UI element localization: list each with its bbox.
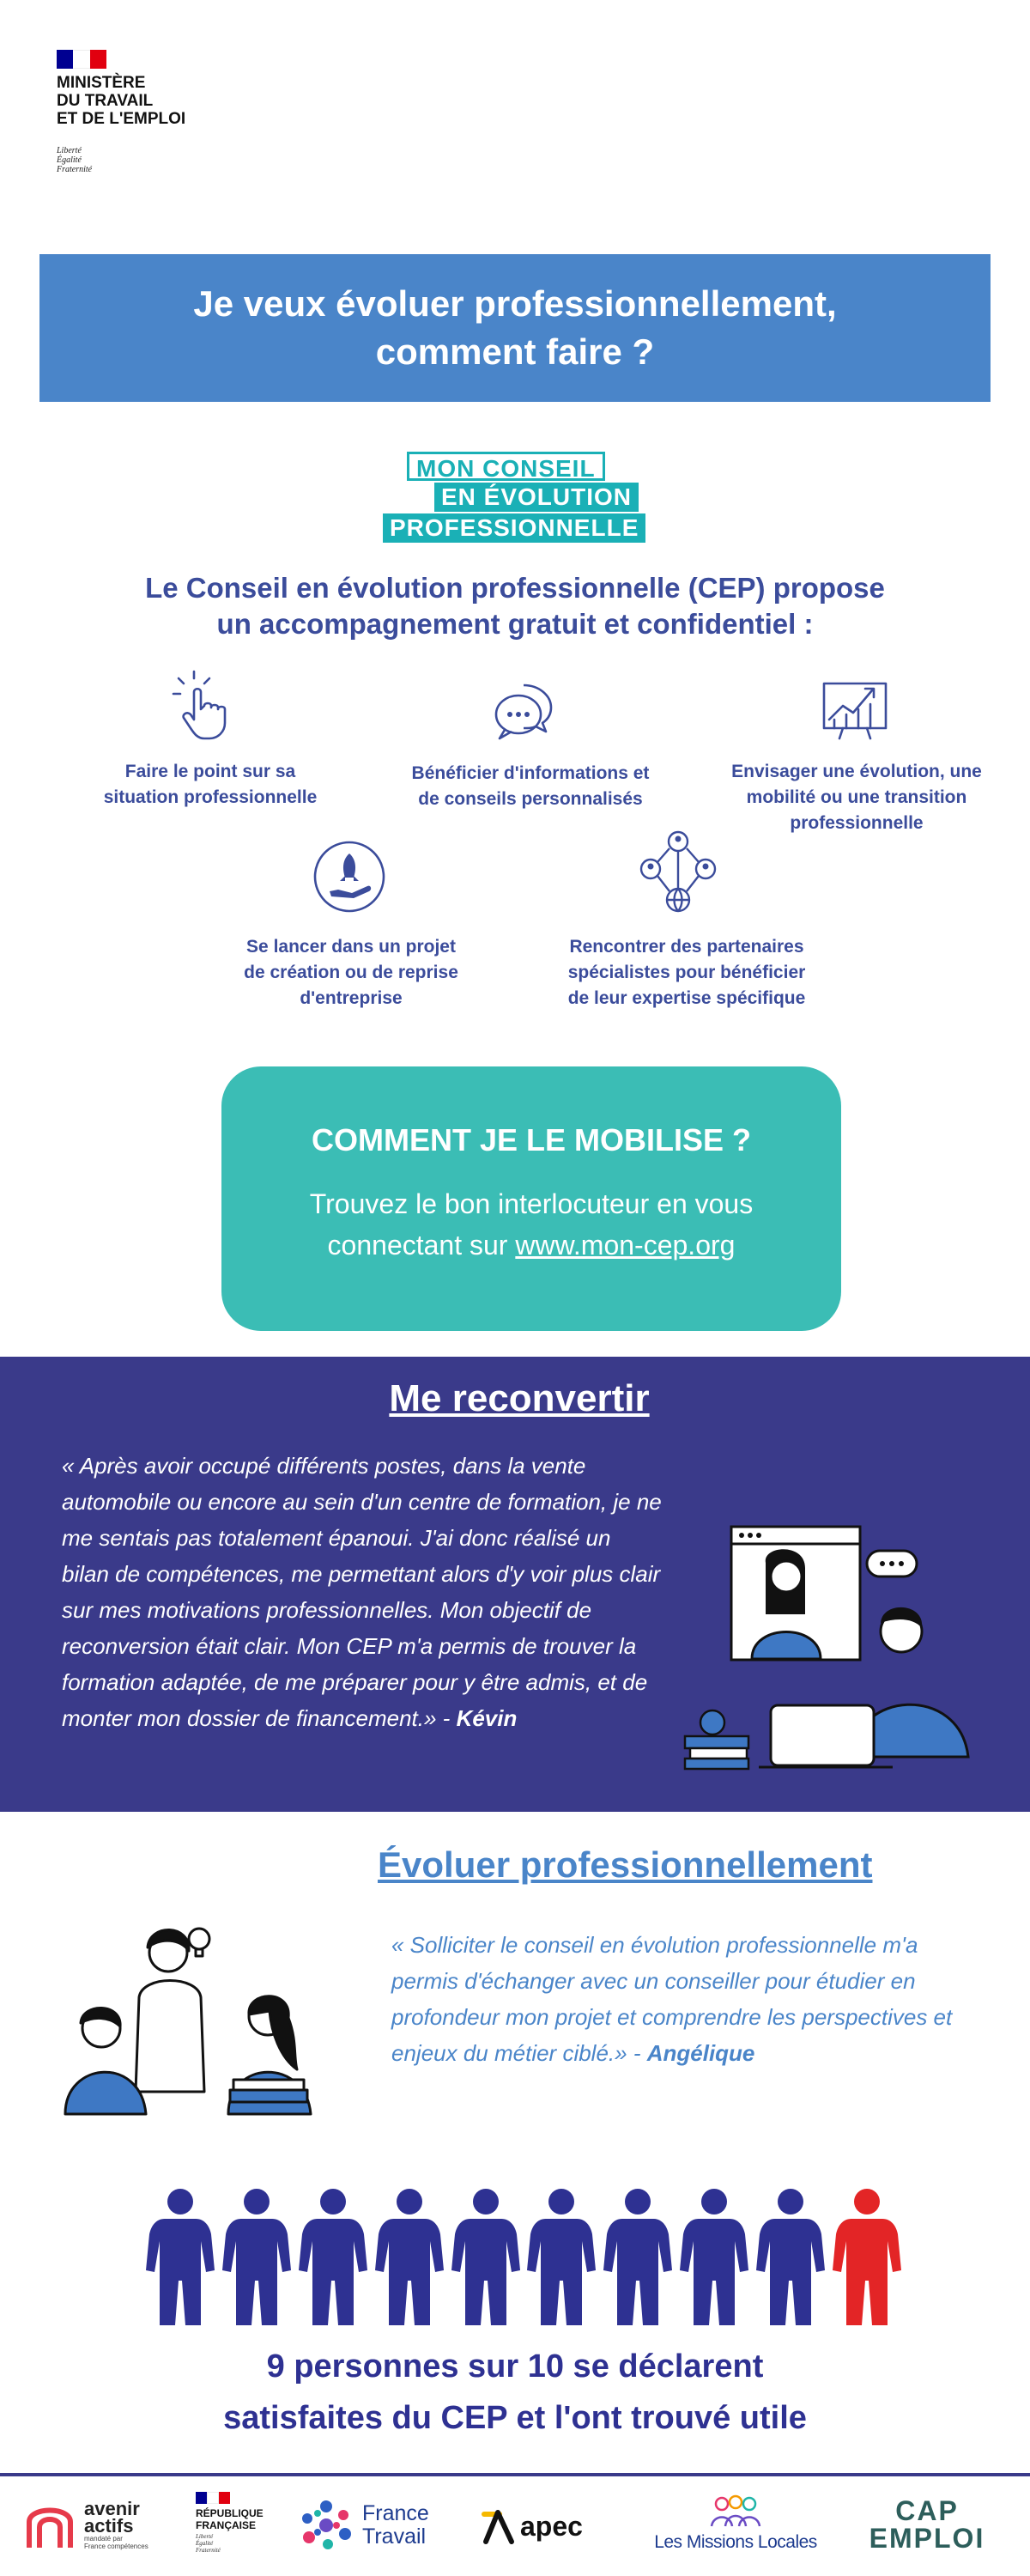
evoluer-quote — [391, 1927, 975, 2071]
feature-3-line-3: professionnelle — [790, 813, 924, 833]
partner-missions-locales — [645, 2494, 826, 2559]
partner-cap-emploi — [850, 2497, 1004, 2557]
feature-4-line-2: de création ou de reprise — [244, 963, 458, 982]
people-row — [146, 2188, 901, 2325]
reconvertir-title: Me reconvertir — [389, 1377, 650, 1419]
feature-label-1 — [69, 759, 352, 811]
cap-emploi-cap: CAP — [895, 2495, 959, 2526]
republique-motto — [196, 2533, 290, 2554]
cep-intro-line-1: Le Conseil en évolution professionnelle (CEP) propose — [145, 572, 885, 604]
missions-locales-logo-icon — [701, 2494, 770, 2528]
person-icon — [222, 2188, 291, 2325]
avenir-sub-1: mandaté par — [84, 2535, 123, 2543]
cep-logo-row-1: MON CONSEIL — [407, 452, 605, 481]
reconvertir-quote-text: « Après avoir occupé différents postes, dans la vente automobile ou encore au sein d'un centre de formation, je ne me sentais pas totalement épanoui. J'ai donc réalisé un bilan de compétences, me permettant alors d'y voir plus clair sur mes motivations professionnelles. Mon objectif de reconversion était clair. Mon CEP m'a permis de trouver la formation adaptée, de me préparer pour y être admis, et de monter mon dossier de financement.» - — [62, 1453, 662, 1731]
ministry-line-3: ET DE L'EMPLOI — [57, 110, 186, 128]
statistic-line-2: satisfaites du CEP et l'ont trouvé utile — [223, 2400, 807, 2436]
person-icon — [146, 2188, 215, 2325]
cep-logo-row-3: PROFESSIONNELLE — [383, 513, 645, 543]
feature-1-line-2: situation professionnelle — [103, 787, 318, 807]
feature-2-line-1: Bénéficier d'informations et — [411, 763, 650, 783]
ministry-line-1: MINISTÈRE — [57, 74, 146, 92]
cep-intro — [86, 570, 944, 642]
person-icon — [603, 2188, 672, 2325]
republique-flag-icon — [196, 2492, 230, 2504]
feature-1-line-1: Faire le point sur sa — [124, 762, 296, 781]
hand-pointer-icon — [168, 666, 245, 744]
feature-4-line-1: Se lancer dans un projet — [246, 937, 456, 957]
feature-4-line-3: d'entreprise — [300, 988, 403, 1008]
reconvertir-quote — [62, 1448, 663, 1736]
person-icon — [299, 2188, 367, 2325]
cep-logo — [383, 450, 675, 546]
person-icon — [833, 2188, 901, 2325]
feature-label-3 — [702, 759, 1011, 836]
motto-fraternite: Fraternité — [57, 165, 93, 174]
cap-emploi-emploi: EMPLOI — [869, 2523, 985, 2554]
partner-avenir-actifs — [22, 2495, 148, 2555]
apec-name: apec — [520, 2510, 583, 2542]
motto-egalite: Égalité — [57, 155, 82, 165]
france-travail-line-2: Travail — [362, 2524, 427, 2549]
team-discussion-illustration — [39, 1911, 366, 2117]
ministry-line-2: DU TRAVAIL — [57, 92, 154, 110]
avenir-name-2: actifs — [84, 2515, 134, 2537]
page-title — [129, 280, 901, 376]
feature-5-line-1: Rencontrer des partenaires — [569, 937, 804, 957]
mobilise-text-line-2: connectant sur — [327, 1230, 516, 1261]
feature-label-5 — [532, 934, 841, 1012]
mon-cep-link[interactable]: www.mon-cep.org — [515, 1230, 736, 1261]
statistic-line-1: 9 personnes sur 10 se déclarent — [266, 2348, 764, 2385]
france-travail-text — [362, 2502, 429, 2549]
republic-motto — [57, 146, 92, 174]
network-people-icon — [635, 829, 721, 915]
evoluer-quote-text: « Solliciter le conseil en évolution professionnelle m'a permis d'échanger avec un conseiller pour étudier en profondeur mon projet et comprendre les perspectives et enjeux du métier ciblé.» - — [391, 1932, 953, 2066]
france-travail-logo-icon — [295, 2494, 357, 2556]
feature-3-line-1: Envisager une évolution, une — [731, 762, 982, 781]
mobilise-text — [221, 1183, 841, 1266]
feature-label-4 — [209, 934, 493, 1012]
feature-5-line-2: spécialistes pour bénéficier — [567, 963, 806, 982]
republique-motto-1: Liberté — [196, 2533, 214, 2540]
cep-logo-row-2: EN ÉVOLUTION — [434, 483, 639, 512]
mobilise-text-line-1: Trouvez le bon interlocuteur en vous — [309, 1188, 754, 1219]
mobilise-box — [221, 1066, 841, 1331]
avenir-actifs-text — [84, 2500, 148, 2550]
page-title-line-1: Je veux évoluer professionnellement, — [193, 283, 837, 324]
avenir-actifs-logo-icon — [22, 2498, 77, 2553]
ministry-name — [57, 74, 263, 128]
evoluer-author: Angélique — [646, 2040, 755, 2066]
avenir-sub-2: France compétences — [84, 2543, 148, 2550]
feature-2-line-2: de conseils personnalisés — [418, 789, 643, 809]
avenir-name-1: avenir — [84, 2498, 140, 2519]
cap-emploi-line-1 — [850, 2497, 1004, 2524]
title-banner — [39, 254, 991, 402]
missions-locales-name: Les Missions Locales — [654, 2532, 817, 2552]
cep-intro-line-2: un accompagnement gratuit et confidentiel : — [216, 608, 814, 640]
person-icon — [680, 2188, 748, 2325]
mobilise-title: COMMENT JE LE MOBILISE ? — [311, 1122, 751, 1157]
reconvertir-author: Kévin — [456, 1705, 518, 1731]
person-icon — [375, 2188, 444, 2325]
evoluer-title: Évoluer professionnellement — [378, 1844, 873, 1885]
partner-france-travail — [295, 2494, 429, 2557]
footer-divider — [0, 2473, 1030, 2476]
page-title-line-2: comment faire ? — [375, 331, 655, 372]
person-icon — [451, 2188, 520, 2325]
person-icon — [756, 2188, 825, 2325]
motto-liberte: Liberté — [57, 146, 82, 155]
satisfaction-statistic — [86, 2341, 944, 2444]
republique-motto-3: Fraternité — [196, 2547, 221, 2554]
feature-3-line-2: mobilité ou une transition — [746, 787, 967, 807]
france-travail-line-1: France — [362, 2501, 429, 2525]
french-flag-icon — [57, 50, 106, 69]
reconvertir-section — [0, 1357, 1030, 1812]
republique-motto-2: Égalité — [196, 2540, 214, 2547]
growth-chart-icon — [817, 666, 894, 744]
feature-5-line-3: de leur expertise spécifique — [567, 988, 806, 1008]
partner-apec — [479, 2502, 583, 2550]
feature-label-2 — [376, 761, 685, 812]
rocket-hand-icon — [311, 838, 388, 915]
republique-line-1: RÉPUBLIQUE — [196, 2507, 264, 2519]
apec-logo-icon — [479, 2506, 517, 2547]
video-call-illustration — [676, 1511, 985, 1786]
partner-republique-francaise — [196, 2492, 290, 2561]
republique-line-2: FRANÇAISE — [196, 2519, 257, 2531]
person-icon — [527, 2188, 596, 2325]
chat-bubbles-icon — [489, 675, 566, 752]
